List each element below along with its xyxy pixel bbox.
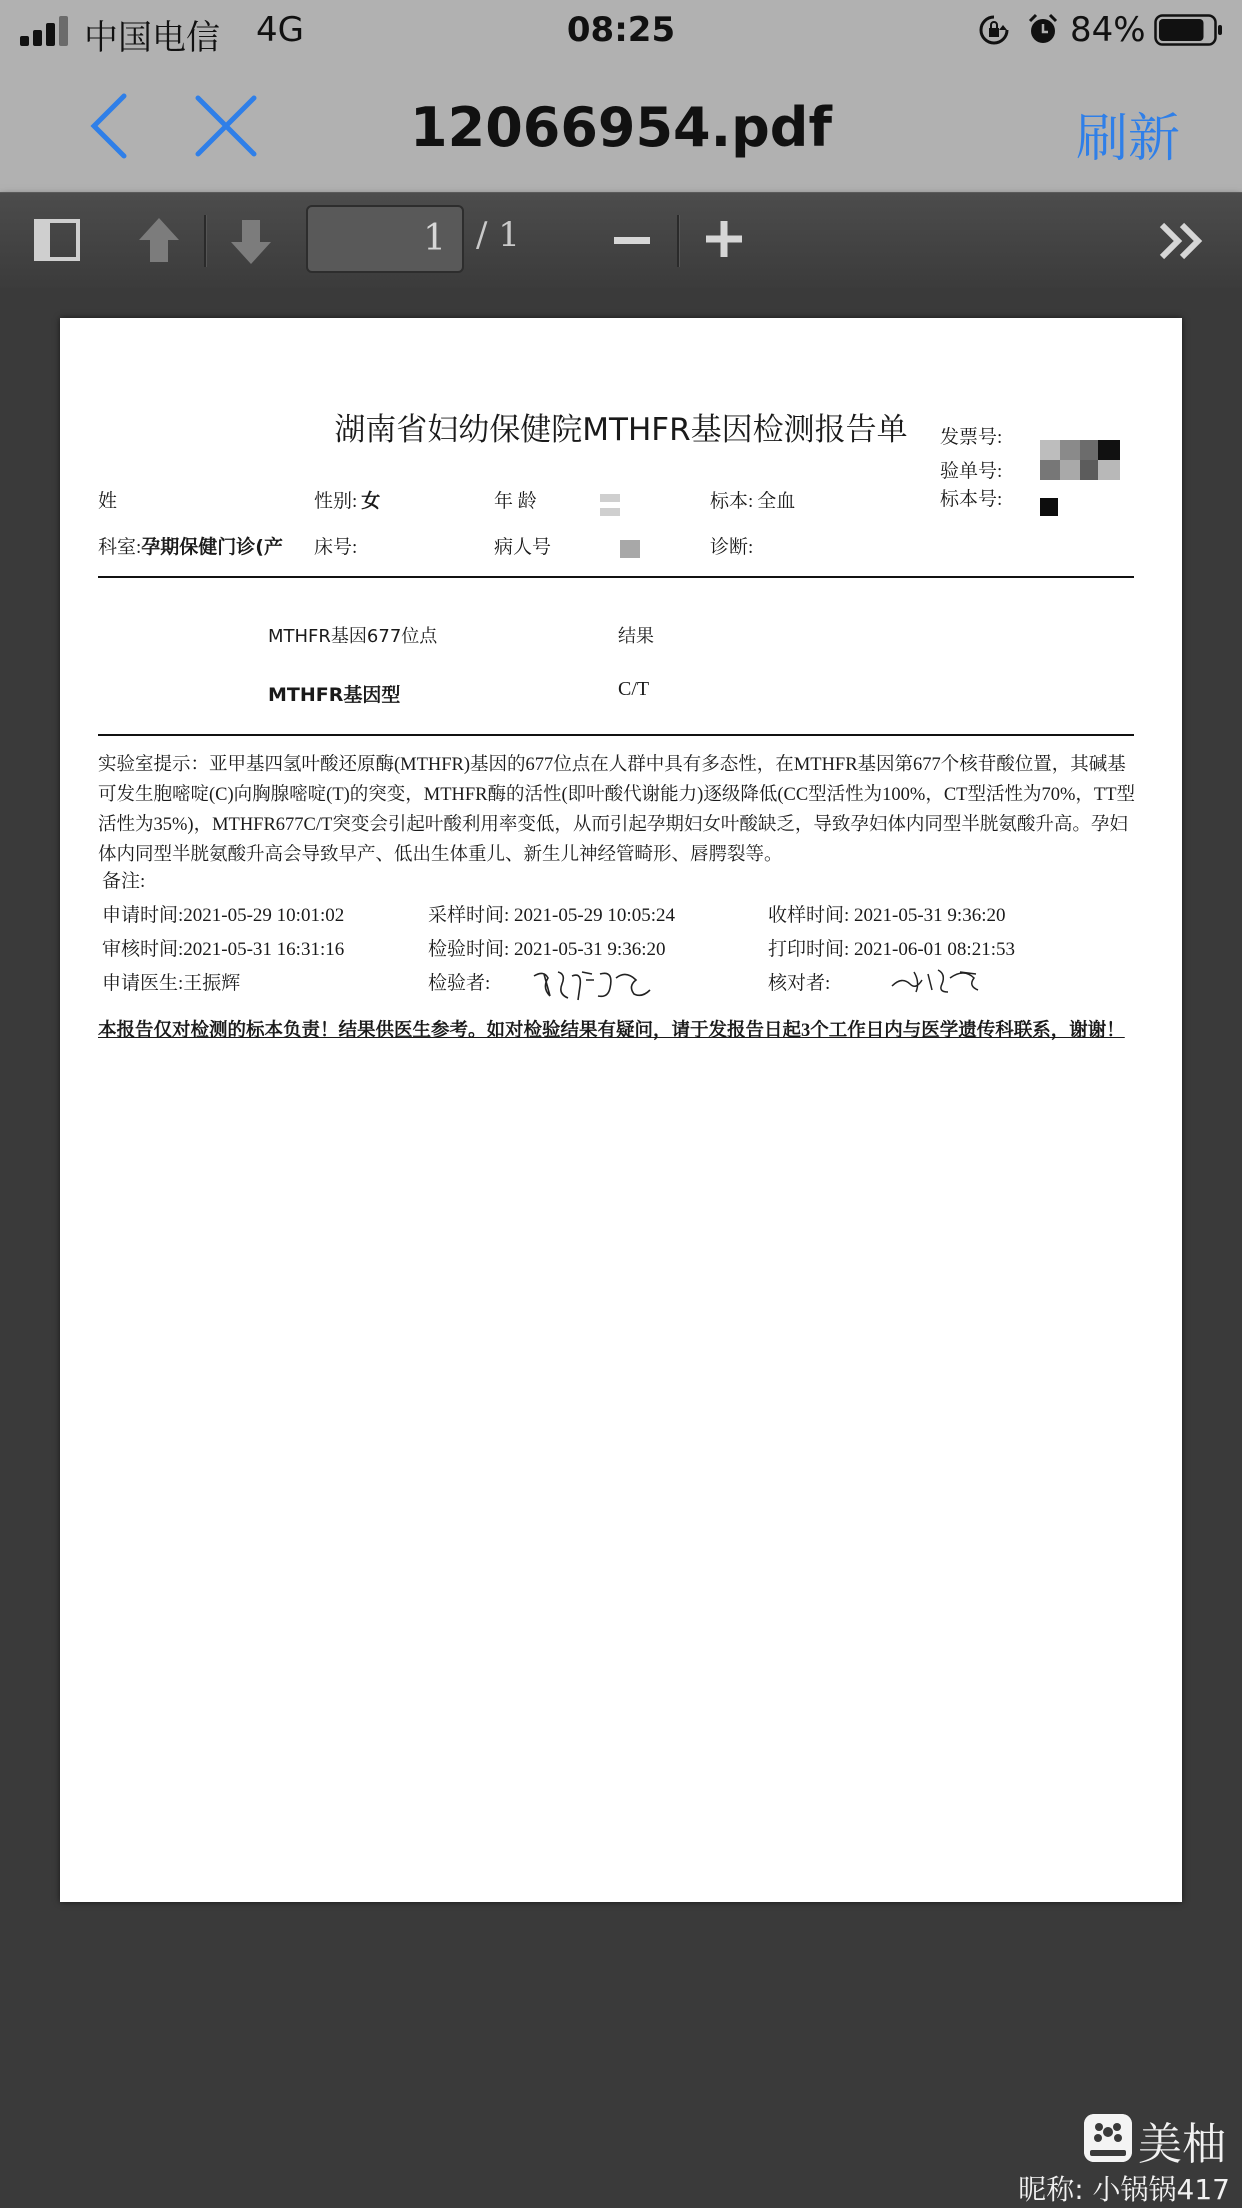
zoom-in-icon[interactable] [706,221,742,257]
receive-time: 收样时间: 2021-05-31 9:36:20 [768,905,1006,926]
department-label: 科室:孕期保健门诊(产 [98,536,283,558]
network-type: 4G [256,10,304,50]
specimen-label: 标本: 全血 [710,490,796,512]
test-no-label: 验单号: [940,461,1003,482]
next-page-icon[interactable] [228,217,274,267]
pdf-viewer[interactable] [0,288,1242,2208]
gender-label: 性别: 女 [314,490,381,512]
report-disclaimer: 本报告仅对检测的标本负责！结果供医生参考。如对检验结果有疑问，请于发报告日起3个工作日内与医学遗传科联系，谢谢！ [98,1021,1125,1041]
divider-line [98,734,1134,736]
redacted-age [600,494,620,502]
redacted-specimen-number [1040,498,1058,516]
genotype-value: C/T [618,678,650,700]
more-tools-icon[interactable] [1158,221,1206,261]
specimen-no-label: 标本号: [940,489,1003,510]
battery-icon [1154,14,1224,46]
bed-label: 床号: [314,537,358,558]
pdf-toolbar [0,192,1242,289]
patient-no-label: 病人号 [494,537,552,558]
page-total: / 1 [476,215,520,255]
name-label: 姓 [98,491,118,512]
alarm-icon [1026,12,1060,46]
genotype-label: MTHFR基因型 [268,684,401,706]
result-label: 结果 [618,626,654,647]
watermark-nickname: 昵称: 小锅锅417 [1018,2173,1230,2206]
zoom-out-icon[interactable] [614,237,650,245]
pdf-page [60,318,1182,1902]
status-time: 08:25 [566,10,676,50]
test-time: 检验时间: 2021-05-31 9:36:20 [428,939,666,960]
document-title: 12066954.pdf [410,96,832,159]
status-bar [0,0,1242,62]
toolbar-divider [204,215,207,267]
carrier-name: 中国电信 [84,18,220,58]
apply-time: 申请时间:2021-05-29 10:01:02 [102,905,345,926]
navigation-bar [0,62,1242,192]
checker-signature [890,966,990,996]
checker-label: 核对者: [768,973,831,994]
refresh-button[interactable]: 刷新 [1075,109,1180,169]
sidebar-toggle-icon[interactable] [34,219,80,261]
tester-label: 检验者: [428,973,491,994]
redacted-patient-no [620,540,640,558]
lab-note: 实验室提示：亚甲基四氢叶酸还原酶(MTHFR)基因的677位点在人群中具有多态性，在MTHFR基因第677个核苷酸位置，其碱基可发生胞嘧啶(C)向胸腺嘧啶(T)的突变，MTHFR酶的活性(即叶酸代谢能力)逐级降低(CC型活性为100%，CT型活性为70%，TT型活性为35%)，MTHFR677C/T突变会引起叶酸利用率变低，从而引起孕期妇女叶酸缺乏，导致孕妇体内同型半胱氨酸升高。孕妇体内同型半胱氨酸升高会导致早产、低出生体重儿、新生儿神经管畸形、唇腭裂等。 [98,755,1135,865]
toolbar-divider [677,215,680,267]
divider-line [98,576,1134,578]
battery-percent: 84% [1070,10,1146,50]
previous-page-icon[interactable] [136,215,182,265]
watermark-brand: 美柚 [1138,2119,1226,2170]
redacted-age-2 [600,508,620,516]
print-time: 打印时间: 2021-06-01 08:21:53 [768,939,1015,960]
sample-time: 采样时间: 2021-05-29 10:05:24 [428,905,675,926]
invoice-no-label: 发票号: [940,427,1003,448]
rotation-lock-icon [978,14,1010,46]
meetyou-logo-icon [1084,2114,1132,2162]
remarks-label: 备注: [102,871,146,892]
report-title: 湖南省妇幼保健院MTHFR基因检测报告单 [334,412,908,448]
requesting-doctor: 申请医生:王振辉 [102,973,241,994]
tester-signature [530,966,660,1002]
diagnosis-label: 诊断: [710,537,754,558]
page-number-input[interactable]: 1 [306,205,464,273]
review-time: 审核时间:2021-05-31 16:31:16 [102,939,345,960]
age-label: 年 龄 [494,491,537,512]
locus-label: MTHFR基因677位点 [268,626,438,647]
